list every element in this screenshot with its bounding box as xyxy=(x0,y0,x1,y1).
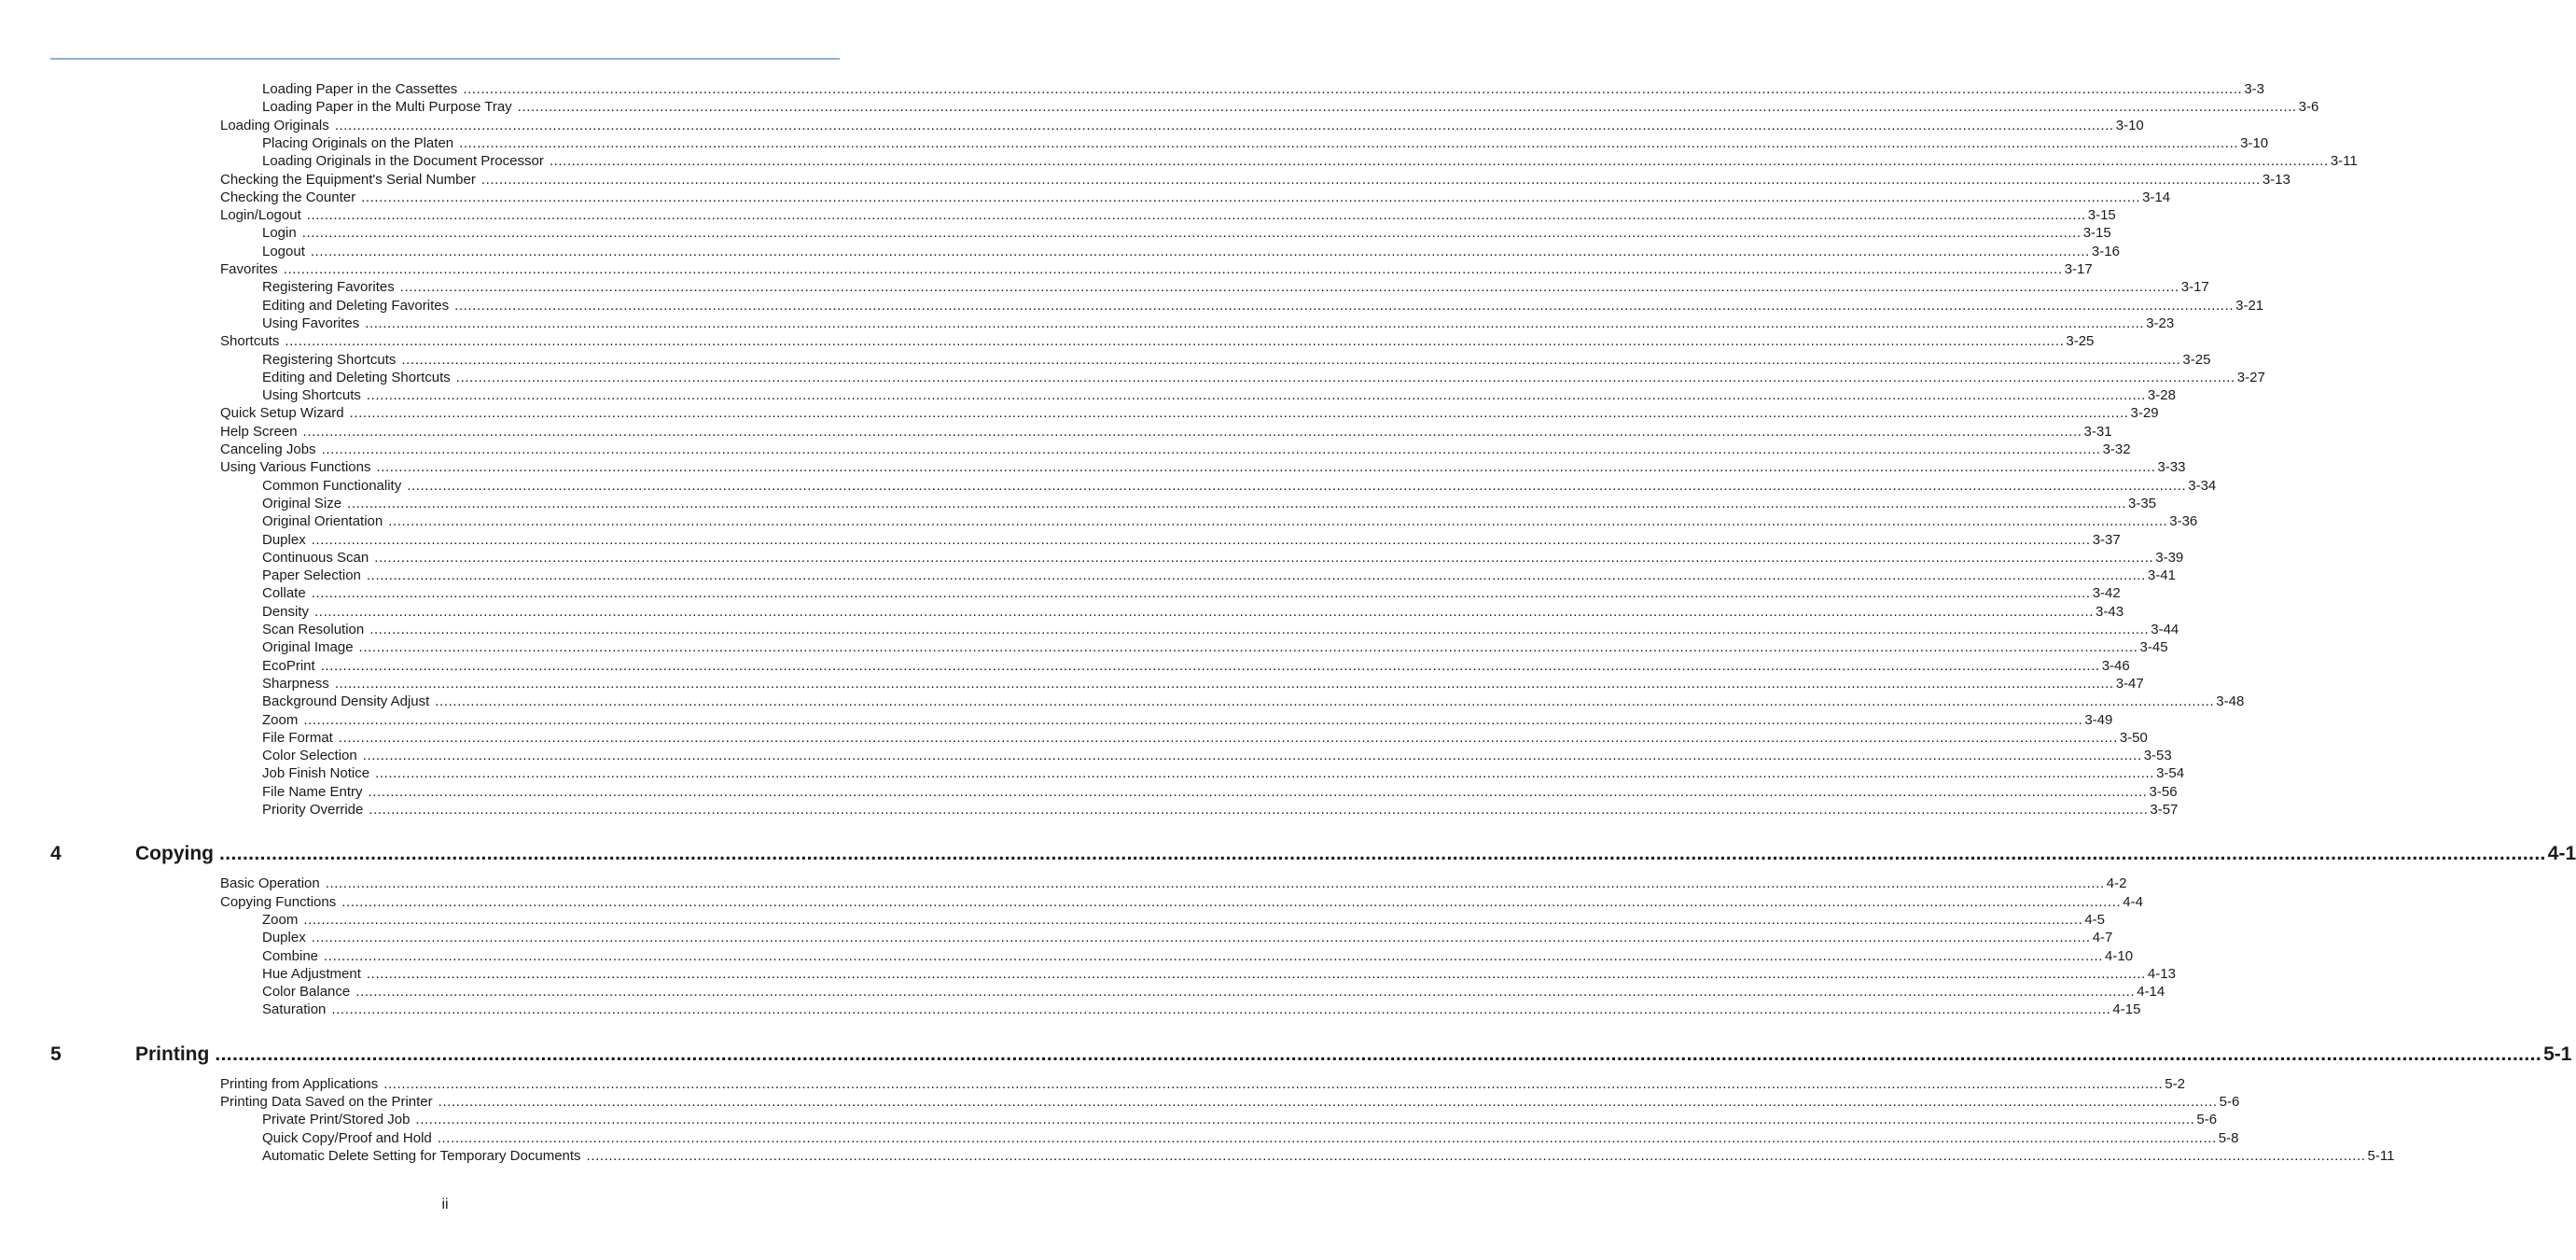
entry-title: Zoom xyxy=(262,711,299,728)
toc-section-entry[interactable] xyxy=(220,441,2131,458)
dot-leader: ................................................................................................................................................................................................................................................................................................................................................................................................................ xyxy=(303,911,2083,928)
toc-subsection-entry[interactable] xyxy=(262,1111,2218,1128)
dot-leader: ................................................................................................................................................................................................................................................................................................................................................................................................................ xyxy=(415,1112,2195,1128)
entry-title: Registering Favorites xyxy=(262,279,395,296)
dot-leader: ................................................................................................................................................................................................................................................................................................................................................................................................................ xyxy=(369,622,2150,637)
toc-subsection-entry[interactable] xyxy=(262,983,2165,1001)
dot-leader: ................................................................................................................................................................................................................................................................................................................................................................................................................ xyxy=(437,1129,2217,1146)
entry-page: 4-14 xyxy=(2137,984,2165,1001)
entry-title: Printing Data Saved on the Printer xyxy=(220,1094,433,1110)
entry-title: Favorites xyxy=(220,261,278,277)
toc-subsection-entry[interactable] xyxy=(262,567,2176,584)
entry-page: 3-14 xyxy=(2142,189,2171,205)
toc-subsection-entry[interactable] xyxy=(262,603,2124,621)
chapter-number: 5 xyxy=(50,1043,62,1065)
entry-title: Loading Paper in the Multi Purpose Tray xyxy=(262,99,512,116)
dot-leader: ................................................................................................................................................................................................................................................................................................................................................................................................................ xyxy=(361,189,2141,205)
dot-leader: ................................................................................................................................................................................................................................................................................................................................................................................................................ xyxy=(388,513,2168,530)
dot-leader: ................................................................................................................................................................................................................................................................................................................................................................................................................ xyxy=(407,477,2187,494)
entry-page: 3-25 xyxy=(2182,351,2211,368)
dot-leader: ................................................................................................................................................................................................................................................................................................................................................................................................................ xyxy=(334,675,2114,692)
entry-page: 4-2 xyxy=(2106,875,2127,892)
header-rule xyxy=(50,58,840,60)
toc-section-entry[interactable] xyxy=(220,206,2116,224)
entry-title: Basic Operation xyxy=(220,875,320,892)
entry-page: 3-28 xyxy=(2147,387,2176,404)
entry-page: 3-36 xyxy=(2169,513,2198,530)
dot-leader: ................................................................................................................................................................................................................................................................................................................................................................................................................ xyxy=(306,207,2086,224)
entry-page: 4-13 xyxy=(2147,965,2176,982)
entry-page: 3-53 xyxy=(2143,748,2172,764)
toc-subsection-entry[interactable] xyxy=(262,98,2319,116)
toc-subsection-entry[interactable] xyxy=(262,512,2198,530)
chapter-heading[interactable] xyxy=(50,841,2576,867)
dot-leader: ................................................................................................................................................................................................................................................................................................................................................................................................................ xyxy=(355,984,2136,1001)
toc-section-entry[interactable] xyxy=(220,423,2112,441)
toc-subsection-entry[interactable] xyxy=(262,693,2245,710)
dot-leader: ................................................................................................................................................................................................................................................................................................................................................................................................................ xyxy=(303,711,2083,728)
entry-page: 3-15 xyxy=(2082,225,2111,242)
toc-section-entry[interactable] xyxy=(220,1075,2185,1093)
entry-page: 3-42 xyxy=(2092,585,2121,602)
dot-leader: ................................................................................................................................................................................................................................................................................................................................................................................................................ xyxy=(338,729,2118,746)
dot-leader: ................................................................................................................................................................................................................................................................................................................................................................................................................ xyxy=(302,423,2082,440)
dot-leader: ................................................................................................................................................................................................................................................................................................................................................................................................................ xyxy=(301,225,2082,242)
dot-leader: ................................................................................................................................................................................................................................................................................................................................................................................................................ xyxy=(376,459,2156,476)
dot-leader: ................................................................................................................................................................................................................................................................................................................................................................................................................ xyxy=(320,657,2100,674)
dot-leader: ................................................................................................................................................................................................................................................................................................................................................................................................................ xyxy=(349,405,2129,422)
entry-title: Editing and Deleting Favorites xyxy=(262,297,450,314)
dot-leader: ................................................................................................................................................................................................................................................................................................................................................................................................................ xyxy=(463,81,2243,97)
entry-page: 3-33 xyxy=(2157,459,2186,476)
toc-subsection-entry[interactable] xyxy=(262,911,2106,929)
entry-page: 5-6 xyxy=(2196,1112,2218,1128)
entry-title: Priority Override xyxy=(262,802,364,818)
toc-subsection-entry[interactable] xyxy=(262,134,2269,152)
toc-subsection-entry[interactable] xyxy=(262,783,2178,801)
entry-title: Using Favorites xyxy=(262,315,360,331)
entry-title: Paper Selection xyxy=(262,567,361,584)
dot-leader: ................................................................................................................................................................................................................................................................................................................................................................................................................ xyxy=(366,965,2146,982)
entry-title: Login xyxy=(262,225,297,242)
entry-page: 3-44 xyxy=(2151,622,2179,637)
entry-title: File Format xyxy=(262,729,333,746)
toc-subsection-entry[interactable] xyxy=(262,729,2148,747)
entry-page: 3-16 xyxy=(2091,243,2120,259)
entry-title: Checking the Counter xyxy=(220,189,356,205)
entry-title: Copying Functions xyxy=(220,893,337,910)
entry-page: 3-46 xyxy=(2101,657,2130,674)
entry-title: Combine xyxy=(262,947,319,964)
dot-leader: ................................................................................................................................................................................................................................................................................................................................................................................................................ xyxy=(219,843,2546,865)
toc-section-entry[interactable] xyxy=(220,171,2291,189)
dot-leader: ................................................................................................................................................................................................................................................................................................................................................................................................................ xyxy=(310,243,2090,259)
entry-title: Loading Originals xyxy=(220,117,329,133)
dot-leader: ................................................................................................................................................................................................................................................................................................................................................................................................................ xyxy=(374,549,2154,566)
entry-page: 4-5 xyxy=(2084,911,2106,928)
entry-title: Background Density Adjust xyxy=(262,693,430,710)
toc-subsection-entry[interactable] xyxy=(262,351,2211,369)
entry-page: 3-32 xyxy=(2102,441,2131,457)
entry-page: 5-8 xyxy=(2218,1129,2239,1146)
entry-page: 3-10 xyxy=(2115,117,2144,133)
toc-section-entry[interactable] xyxy=(220,189,2171,206)
entry-title: Saturation xyxy=(262,1001,327,1018)
page-number: ii xyxy=(441,1197,449,1212)
entry-page: 3-43 xyxy=(2096,603,2124,620)
toc-subsection-entry[interactable] xyxy=(262,1147,2395,1165)
entry-page: 3-48 xyxy=(2216,693,2245,710)
dot-leader: ................................................................................................................................................................................................................................................................................................................................................................................................................ xyxy=(366,567,2146,584)
dot-leader: ................................................................................................................................................................................................................................................................................................................................................................................................................ xyxy=(435,693,2215,710)
entry-title: Help Screen xyxy=(220,423,298,440)
entry-page: 3-21 xyxy=(2235,297,2264,314)
chapter-heading[interactable] xyxy=(50,1042,2572,1068)
dot-leader: ................................................................................................................................................................................................................................................................................................................................................................................................................ xyxy=(586,1147,2366,1164)
toc-subsection-entry[interactable] xyxy=(262,801,2179,819)
entry-title: Quick Setup Wizard xyxy=(220,405,344,422)
entry-title: Registering Shortcuts xyxy=(262,351,397,368)
dot-leader: ................................................................................................................................................................................................................................................................................................................................................................................................................ xyxy=(365,315,2145,331)
entry-title: Shortcuts xyxy=(220,333,280,350)
entry-title: Job Finish Notice xyxy=(262,765,370,782)
entry-title: Automatic Delete Setting for Temporary Documents xyxy=(262,1147,581,1164)
toc-subsection-entry[interactable] xyxy=(262,711,2113,729)
entry-page: 3-25 xyxy=(2066,333,2095,350)
toc-subsection-entry[interactable] xyxy=(262,224,2111,242)
toc-subsection-entry[interactable] xyxy=(262,278,2209,296)
toc-subsection-entry[interactable] xyxy=(262,747,2172,764)
toc-subsection-entry[interactable] xyxy=(262,947,2134,965)
toc-subsection-entry[interactable] xyxy=(262,531,2121,549)
entry-page: 3-17 xyxy=(2180,279,2209,296)
dot-leader: ................................................................................................................................................................................................................................................................................................................................................................................................................ xyxy=(438,1094,2218,1110)
entry-page: 3-11 xyxy=(2330,153,2358,170)
entry-page: 3-23 xyxy=(2146,315,2175,331)
entry-page: 3-37 xyxy=(2092,531,2121,548)
dot-leader: ................................................................................................................................................................................................................................................................................................................................................................................................................ xyxy=(383,1075,2164,1092)
dot-leader: ................................................................................................................................................................................................................................................................................................................................................................................................................ xyxy=(311,930,2091,946)
entry-title: Color Selection xyxy=(262,748,357,764)
entry-page: 3-3 xyxy=(2244,81,2264,97)
dot-leader: ................................................................................................................................................................................................................................................................................................................................................................................................................ xyxy=(325,875,2105,892)
toc-subsection-entry[interactable] xyxy=(262,243,2120,260)
entry-title: Original Image xyxy=(262,639,354,656)
chapter-page: 4-1 xyxy=(2547,843,2576,865)
toc-section-entry[interactable] xyxy=(220,404,2159,422)
toc-section-entry[interactable] xyxy=(220,332,2095,350)
entry-page: 5-6 xyxy=(2219,1094,2240,1110)
entry-page: 3-17 xyxy=(2064,261,2093,277)
entry-title: Editing and Deleting Shortcuts xyxy=(262,369,451,385)
entry-title: Using Various Functions xyxy=(220,459,371,476)
toc-subsection-entry[interactable] xyxy=(262,80,2264,98)
toc-section-entry[interactable] xyxy=(220,893,2143,911)
dot-leader: ................................................................................................................................................................................................................................................................................................................................................................................................................ xyxy=(455,369,2235,385)
dot-leader: ................................................................................................................................................................................................................................................................................................................................................................................................................ xyxy=(331,1001,2111,1018)
entry-title: Original Orientation xyxy=(262,513,383,530)
dot-leader: ................................................................................................................................................................................................................................................................................................................................................................................................................ xyxy=(401,351,2181,368)
entry-page: 5-2 xyxy=(2165,1075,2185,1092)
entry-title: Checking the Equipment's Serial Number xyxy=(220,171,476,188)
entry-page: 3-56 xyxy=(2149,783,2178,800)
toc-section-entry[interactable] xyxy=(220,875,2127,892)
toc-subsection-entry[interactable] xyxy=(262,584,2121,602)
toc-subsection-entry[interactable] xyxy=(262,675,2144,693)
entry-page: 3-27 xyxy=(2236,369,2265,385)
entry-title: Login/Logout xyxy=(220,207,301,224)
dot-leader: ................................................................................................................................................................................................................................................................................................................................................................................................................ xyxy=(362,748,2142,764)
entry-title: File Name Entry xyxy=(262,783,363,800)
entry-title: Collate xyxy=(262,585,306,602)
dot-leader: ................................................................................................................................................................................................................................................................................................................................................................................................................ xyxy=(454,297,2235,314)
toc-section-entry[interactable] xyxy=(220,117,2144,134)
entry-page: 4-7 xyxy=(2092,930,2113,946)
entry-page: 3-41 xyxy=(2147,567,2176,584)
chapter-title: Printing xyxy=(135,1043,210,1065)
toc-subsection-entry[interactable] xyxy=(262,1129,2239,1147)
entry-title: Sharpness xyxy=(262,675,329,692)
toc-subsection-entry[interactable] xyxy=(262,965,2176,983)
entry-page: 3-54 xyxy=(2156,765,2185,782)
toc-subsection-entry[interactable] xyxy=(262,929,2113,946)
entry-title: Color Balance xyxy=(262,984,351,1001)
entry-title: Scan Resolution xyxy=(262,622,365,637)
entry-page: 3-45 xyxy=(2139,639,2168,656)
entry-page: 3-10 xyxy=(2240,134,2269,151)
toc-subsection-entry[interactable] xyxy=(262,764,2185,782)
dot-leader: ................................................................................................................................................................................................................................................................................................................................................................................................................ xyxy=(399,279,2179,296)
entry-title: Private Print/Stored Job xyxy=(262,1112,411,1128)
entry-title: Zoom xyxy=(262,911,299,928)
toc-subsection-entry[interactable] xyxy=(262,369,2265,386)
entry-title: Original Size xyxy=(262,495,342,511)
toc-subsection-entry[interactable] xyxy=(262,657,2130,675)
entry-title: Logout xyxy=(262,243,305,259)
dot-leader: ................................................................................................................................................................................................................................................................................................................................................................................................................ xyxy=(347,495,2127,511)
dot-leader: ................................................................................................................................................................................................................................................................................................................................................................................................................ xyxy=(480,171,2261,188)
entry-page: 3-57 xyxy=(2150,802,2179,818)
dot-leader: ................................................................................................................................................................................................................................................................................................................................................................................................................ xyxy=(324,947,2104,964)
entry-page: 3-6 xyxy=(2298,99,2319,116)
dot-leader: ................................................................................................................................................................................................................................................................................................................................................................................................................ xyxy=(311,585,2091,602)
chapter-number: 4 xyxy=(50,843,62,865)
toc-subsection-entry[interactable] xyxy=(262,152,2358,170)
dot-leader: ................................................................................................................................................................................................................................................................................................................................................................................................................ xyxy=(369,802,2149,818)
dot-leader: ................................................................................................................................................................................................................................................................................................................................................................................................................ xyxy=(321,441,2101,457)
dot-leader: ................................................................................................................................................................................................................................................................................................................................................................................................................ xyxy=(358,639,2138,656)
entry-title: Duplex xyxy=(262,531,306,548)
dot-leader: ................................................................................................................................................................................................................................................................................................................................................................................................................ xyxy=(368,783,2148,800)
toc-section-entry[interactable] xyxy=(220,260,2093,278)
entry-title: Printing from Applications xyxy=(220,1075,379,1092)
entry-title: Using Shortcuts xyxy=(262,387,361,404)
toc-subsection-entry[interactable] xyxy=(262,297,2264,315)
dot-leader: ................................................................................................................................................................................................................................................................................................................................................................................................................ xyxy=(459,134,2239,151)
entry-page: 3-34 xyxy=(2188,477,2217,494)
entry-page: 4-4 xyxy=(2123,893,2143,910)
entry-page: 3-47 xyxy=(2115,675,2144,692)
toc-subsection-entry[interactable] xyxy=(262,1001,2141,1018)
toc-subsection-entry[interactable] xyxy=(262,621,2179,638)
toc-section-entry[interactable] xyxy=(220,1093,2240,1111)
dot-leader: ................................................................................................................................................................................................................................................................................................................................................................................................................ xyxy=(341,893,2122,910)
toc-subsection-entry[interactable] xyxy=(262,495,2157,512)
toc-subsection-entry[interactable] xyxy=(262,477,2217,495)
entry-title: Placing Originals on the Platen xyxy=(262,134,454,151)
entry-page: 3-49 xyxy=(2084,711,2113,728)
dot-leader: ................................................................................................................................................................................................................................................................................................................................................................................................................ xyxy=(311,531,2091,548)
entry-page: 4-10 xyxy=(2105,947,2134,964)
entry-title: Common Functionality xyxy=(262,477,402,494)
entry-title: Loading Originals in the Document Processor xyxy=(262,153,544,170)
entry-page: 3-15 xyxy=(2087,207,2116,224)
toc-subsection-entry[interactable] xyxy=(262,549,2184,567)
entry-title: Continuous Scan xyxy=(262,549,369,566)
dot-leader: ................................................................................................................................................................................................................................................................................................................................................................................................................ xyxy=(549,153,2329,170)
entry-page: 3-39 xyxy=(2155,549,2184,566)
dot-leader: ................................................................................................................................................................................................................................................................................................................................................................................................................ xyxy=(215,1043,2542,1065)
toc-subsection-entry[interactable] xyxy=(262,386,2176,404)
entry-page: 3-35 xyxy=(2128,495,2157,511)
entry-page: 3-50 xyxy=(2119,729,2148,746)
dot-leader: ................................................................................................................................................................................................................................................................................................................................................................................................................ xyxy=(314,603,2095,620)
entry-page: 4-15 xyxy=(2112,1001,2141,1018)
toc-subsection-entry[interactable] xyxy=(262,638,2168,656)
entry-title: Duplex xyxy=(262,930,306,946)
entry-title: Quick Copy/Proof and Hold xyxy=(262,1129,432,1146)
entry-page: 3-31 xyxy=(2083,423,2112,440)
entry-title: Canceling Jobs xyxy=(220,441,316,457)
entry-page: 3-13 xyxy=(2262,171,2291,188)
dot-leader: ................................................................................................................................................................................................................................................................................................................................................................................................................ xyxy=(334,117,2114,133)
entry-title: EcoPrint xyxy=(262,657,315,674)
chapter-page: 5-1 xyxy=(2543,1043,2572,1065)
dot-leader: ................................................................................................................................................................................................................................................................................................................................................................................................................ xyxy=(283,261,2063,277)
dot-leader: ................................................................................................................................................................................................................................................................................................................................................................................................................ xyxy=(285,333,2065,350)
dot-leader: ................................................................................................................................................................................................................................................................................................................................................................................................................ xyxy=(517,99,2297,116)
entry-title: Density xyxy=(262,603,310,620)
entry-title: Loading Paper in the Cassettes xyxy=(262,81,458,97)
dot-leader: ................................................................................................................................................................................................................................................................................................................................................................................................................ xyxy=(366,387,2146,404)
toc-subsection-entry[interactable] xyxy=(262,315,2175,332)
entry-title: Hue Adjustment xyxy=(262,965,361,982)
entry-page: 5-11 xyxy=(2367,1147,2395,1164)
toc-section-entry[interactable] xyxy=(220,458,2186,476)
chapter-title: Copying xyxy=(135,843,214,865)
entry-page: 3-29 xyxy=(2130,405,2159,422)
dot-leader: ................................................................................................................................................................................................................................................................................................................................................................................................................ xyxy=(375,765,2155,782)
